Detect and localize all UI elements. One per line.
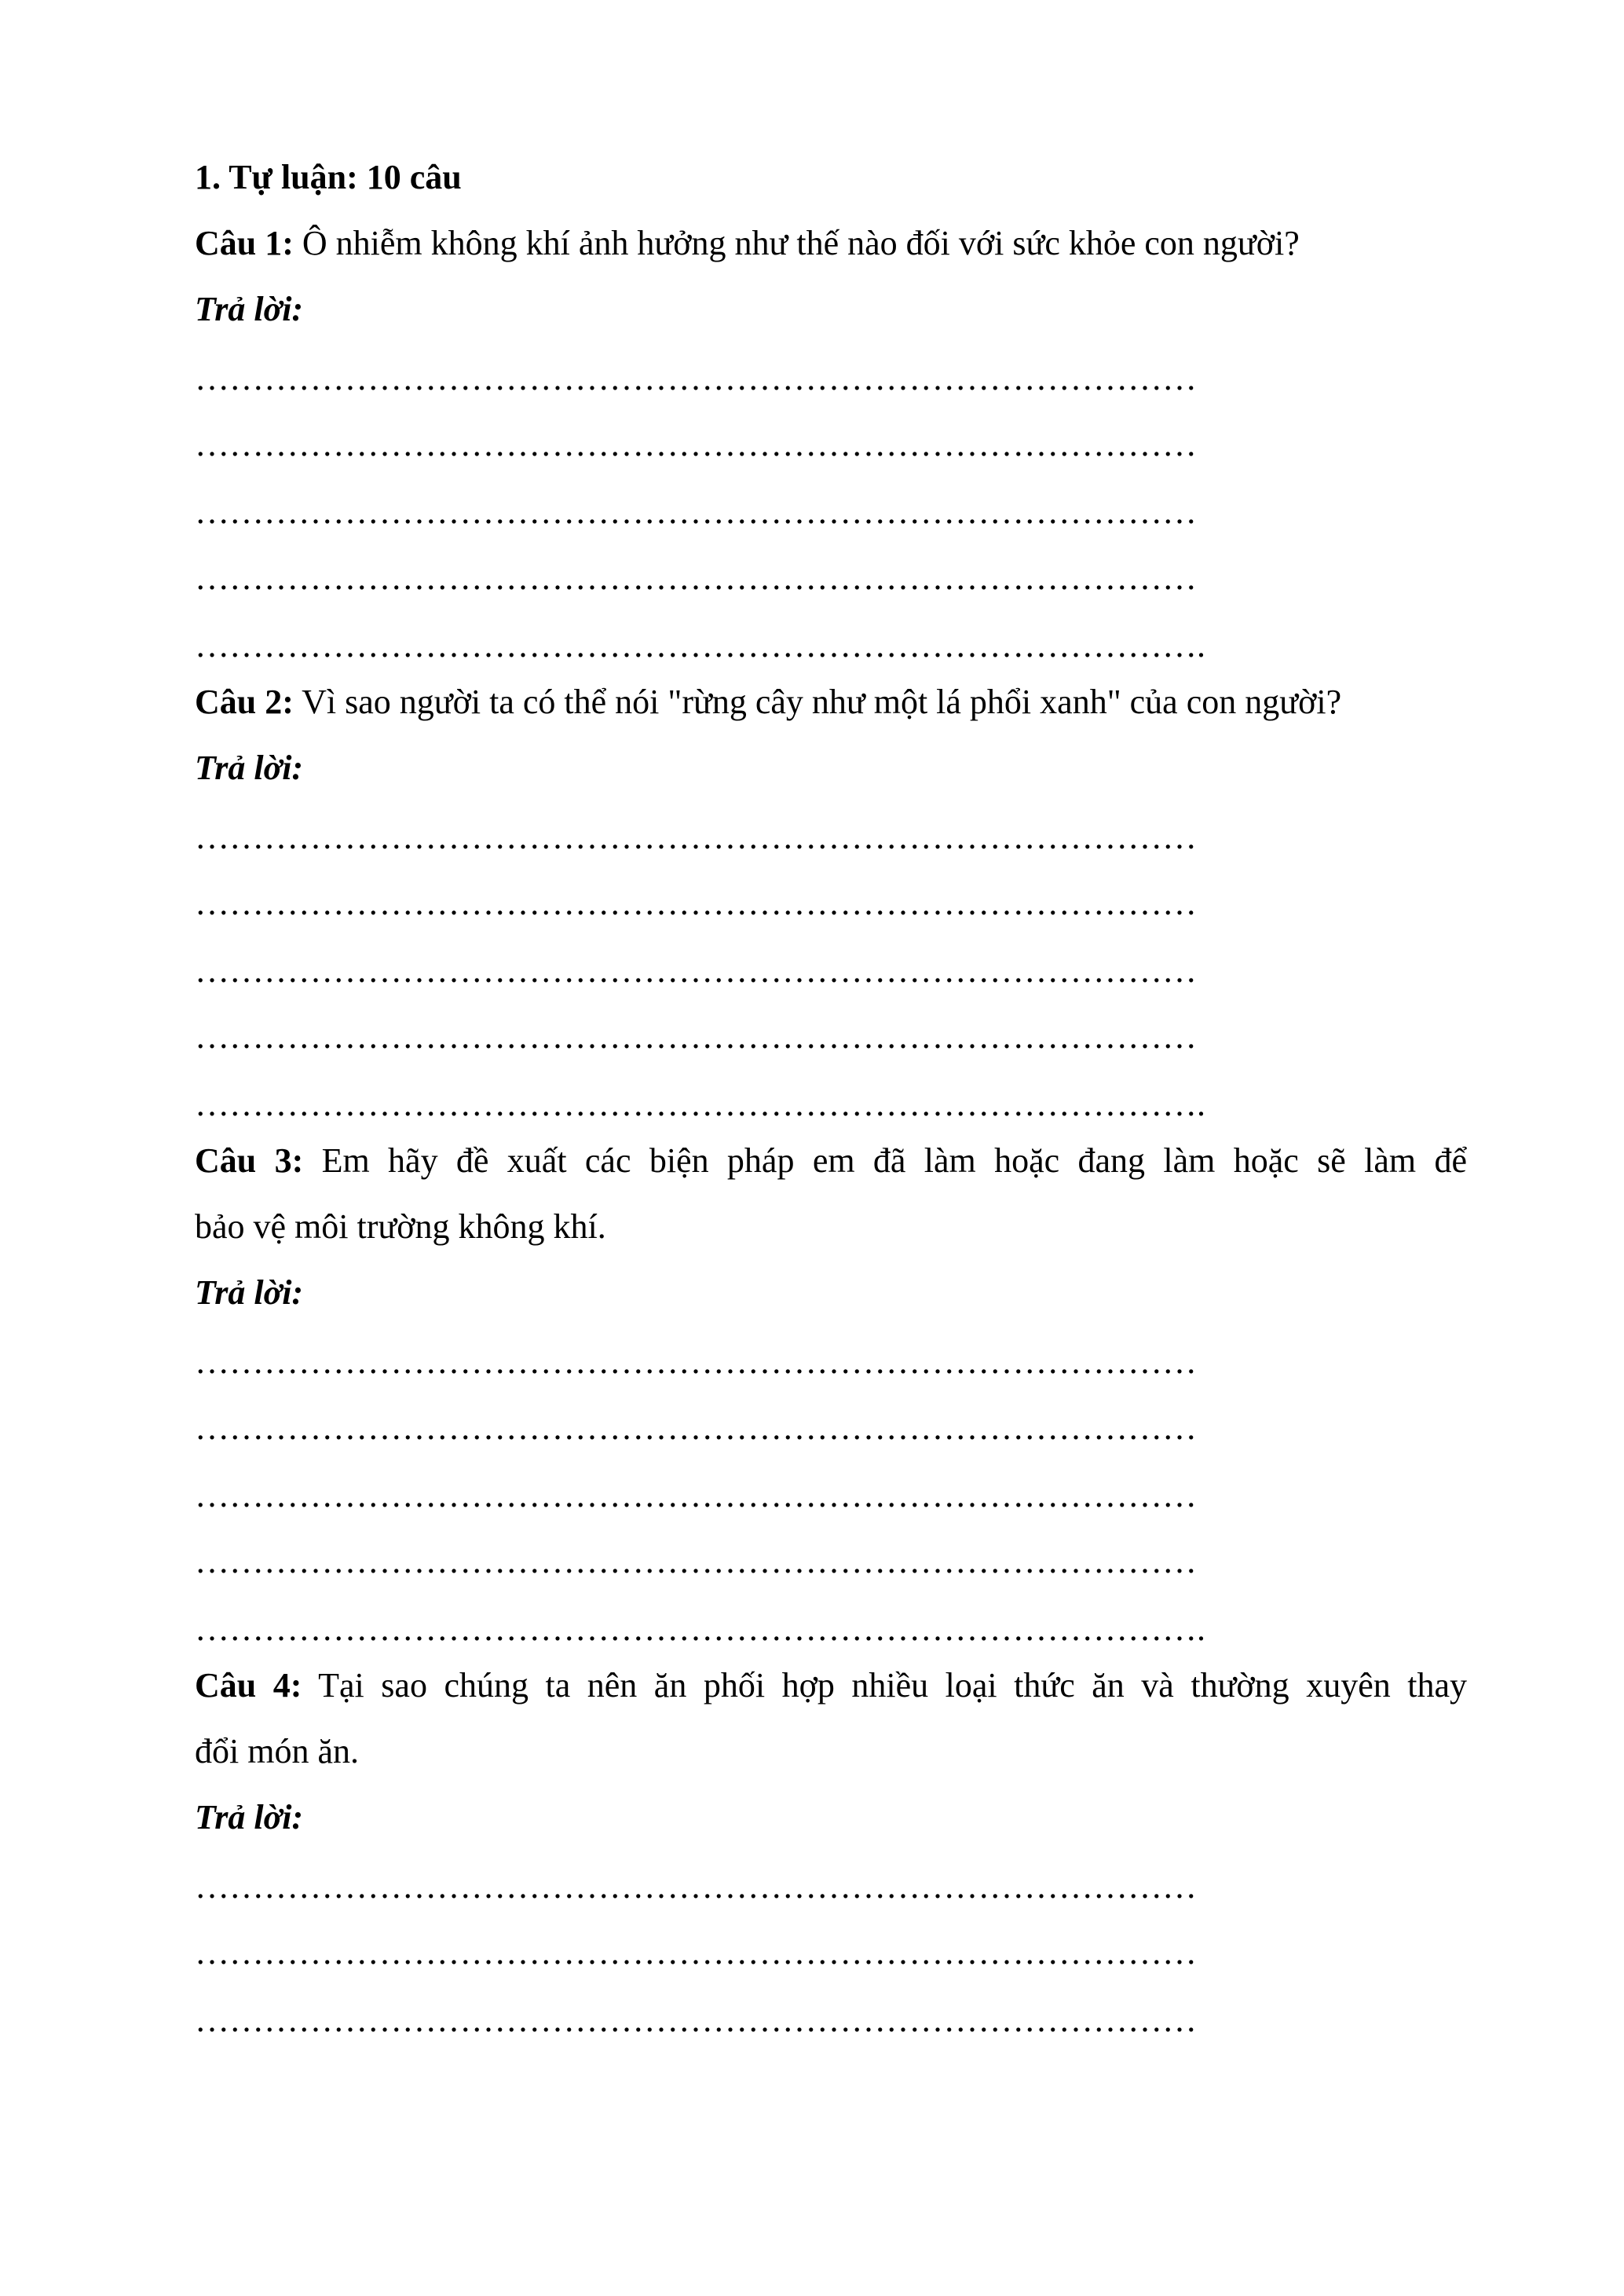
question-2 [195, 679, 1341, 726]
answer-line: …………………………………………………………………………… [195, 884, 1197, 922]
answer-line: …………………………………………………………………………… [195, 359, 1197, 397]
answer-line: …………………………………………………………………………… [195, 1933, 1197, 1972]
question-2-text: Vì sao người ta có thể nói "rừng cây như một lá phổi xanh" của con người? [293, 683, 1342, 721]
question-1-label: Câu 1: [195, 224, 294, 262]
question-2-label: Câu 2: [195, 683, 294, 721]
section-heading: 1. Tự luận: 10 câu [195, 158, 462, 196]
answer-label-2: Trả lời: [195, 749, 304, 787]
answer-line: …………………………………………………………………………… [195, 558, 1197, 597]
answer-line: …………………………………………………………………………… [195, 2001, 1197, 2039]
answer-line: …………………………………………………………………………… [195, 1542, 1197, 1580]
question-4-continuation: đổi món ăn. [195, 1732, 359, 1771]
answer-line: ……………………………………………………………………………. [195, 1609, 1205, 1648]
question-3-text: Em hãy đề xuất các biện pháp em đã làm hoặc đang làm hoặc sẽ làm để [303, 1141, 1467, 1180]
answer-label-3: Trả lời: [195, 1273, 304, 1312]
answer-line: …………………………………………………………………………… [195, 1017, 1197, 1056]
question-4-label: Câu 4: [195, 1666, 302, 1705]
answer-line: ……………………………………………………………………………. [195, 626, 1205, 665]
question-3 [195, 1137, 1467, 1185]
answer-line: …………………………………………………………………………… [195, 1476, 1197, 1514]
question-4-text: Tại sao chúng ta nên ăn phối hợp nhiều loại thức ăn và thường xuyên thay [302, 1666, 1467, 1705]
answer-line: …………………………………………………………………………… [195, 1342, 1197, 1381]
answer-label-1: Trả lời: [195, 290, 304, 328]
question-1-text: Ô nhiễm không khí ảnh hưởng như thế nào đối với sức khỏe con người? [293, 224, 1300, 262]
answer-line: …………………………………………………………………………… [195, 1867, 1197, 1906]
question-3-continuation: bảo vệ môi trường không khí. [195, 1207, 606, 1246]
answer-line: …………………………………………………………………………… [195, 425, 1197, 463]
answer-line: …………………………………………………………………………… [195, 1408, 1197, 1447]
answer-line: …………………………………………………………………………… [195, 951, 1197, 990]
question-3-label: Câu 3: [195, 1141, 304, 1180]
answer-line: …………………………………………………………………………… [195, 818, 1197, 856]
question-1 [195, 220, 1300, 267]
answer-label-4: Trả lời: [195, 1798, 304, 1836]
question-4 [195, 1662, 1467, 1709]
answer-line: …………………………………………………………………………… [195, 493, 1197, 531]
answer-line: ……………………………………………………………………………. [195, 1085, 1205, 1123]
